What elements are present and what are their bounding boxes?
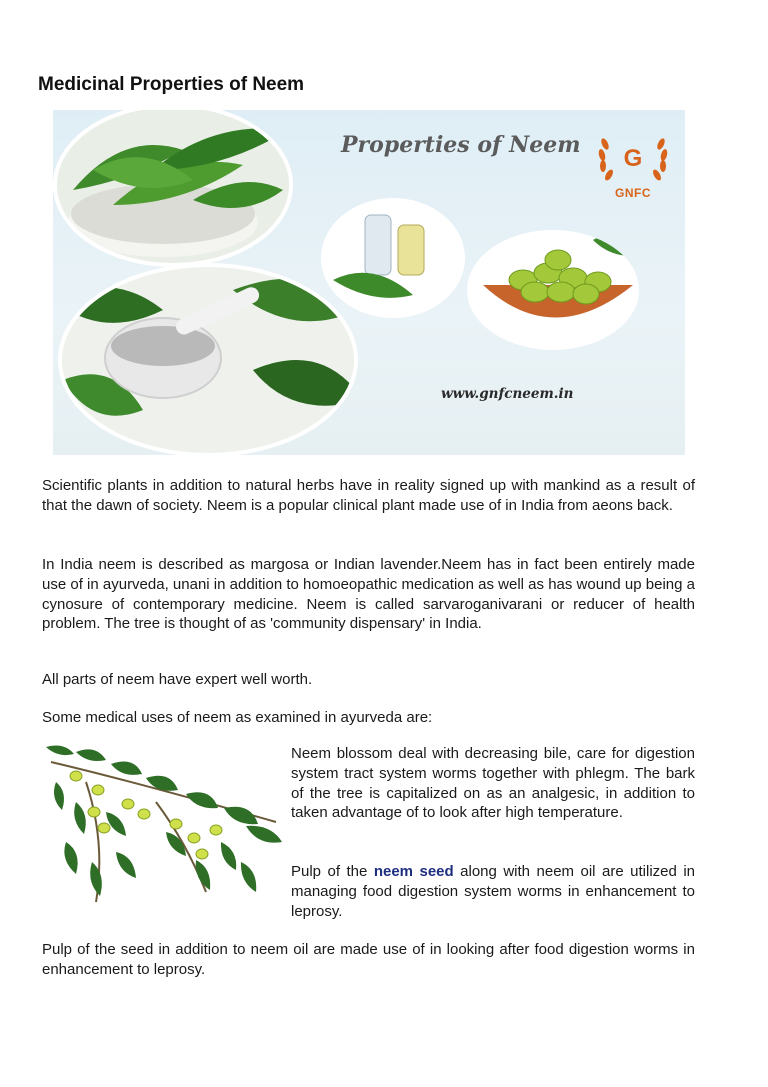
leaf-bowl-photo bbox=[53, 110, 293, 270]
page-title: Medicinal Properties of Neem bbox=[38, 74, 305, 95]
neem-banner-image bbox=[53, 110, 685, 455]
banner-heading: Properties of Neem bbox=[341, 132, 581, 158]
wheat-wreath-icon bbox=[593, 130, 673, 186]
paragraph-seed-oil: Pulp of the seed in addition to neem oil are made use of in looking after food digestion worms in enhancement to leprosy. bbox=[42, 941, 695, 978]
logo-letter: G bbox=[623, 145, 643, 172]
neem-seed-link[interactable]: neem seed bbox=[373, 863, 454, 880]
gnfc-logo bbox=[593, 130, 673, 202]
banner-url: www.gnfcneem.in bbox=[441, 386, 574, 402]
oil-bottles-photo bbox=[313, 190, 473, 330]
neem-branch-artwork bbox=[46, 742, 284, 910]
seed-text-before: Pulp of the bbox=[291, 863, 374, 880]
paragraph-uses-intro: Some medical uses of neem as examined in ayurveda are: bbox=[42, 709, 433, 726]
paragraph-seed-pulp bbox=[291, 862, 695, 921]
neem-fruit-bowl-photo bbox=[463, 225, 643, 355]
logo-brand-text: GNFC bbox=[615, 186, 651, 200]
paragraph-india: In India neem is described as margosa or Indian lavender.Neem has in fact been entirely made use of in ayurveda, unani in addition to homoeopathic medication as well as has wound up being a cynosure of contemporary medicine. Neem is called sarvaroganivarani or reducer of health problem. The tree is thought of as 'community dispensary' in India. bbox=[42, 556, 695, 633]
banner-artwork bbox=[53, 110, 685, 455]
neem-branch-image bbox=[46, 742, 284, 910]
paragraph-parts: All parts of neem have expert well worth. bbox=[42, 671, 313, 688]
paragraph-intro: Scientific plants in addition to natural herbs have in reality signed up with mankind as a result of that the dawn of society. Neem is a popular clinical plant made use of in India from aeons back. bbox=[42, 477, 695, 514]
seed-text-after: along with neem oil are utilized in managing food digestion system worms in enhancement to leprosy. bbox=[291, 863, 695, 920]
paragraph-blossom-bark: Neem blossom deal with decreasing bile, care for digestion system tract system worms together with phlegm. The bark of the tree is capitalized on as an analgesic, in addition to taken advantage of to look after high temperature. bbox=[291, 745, 695, 822]
